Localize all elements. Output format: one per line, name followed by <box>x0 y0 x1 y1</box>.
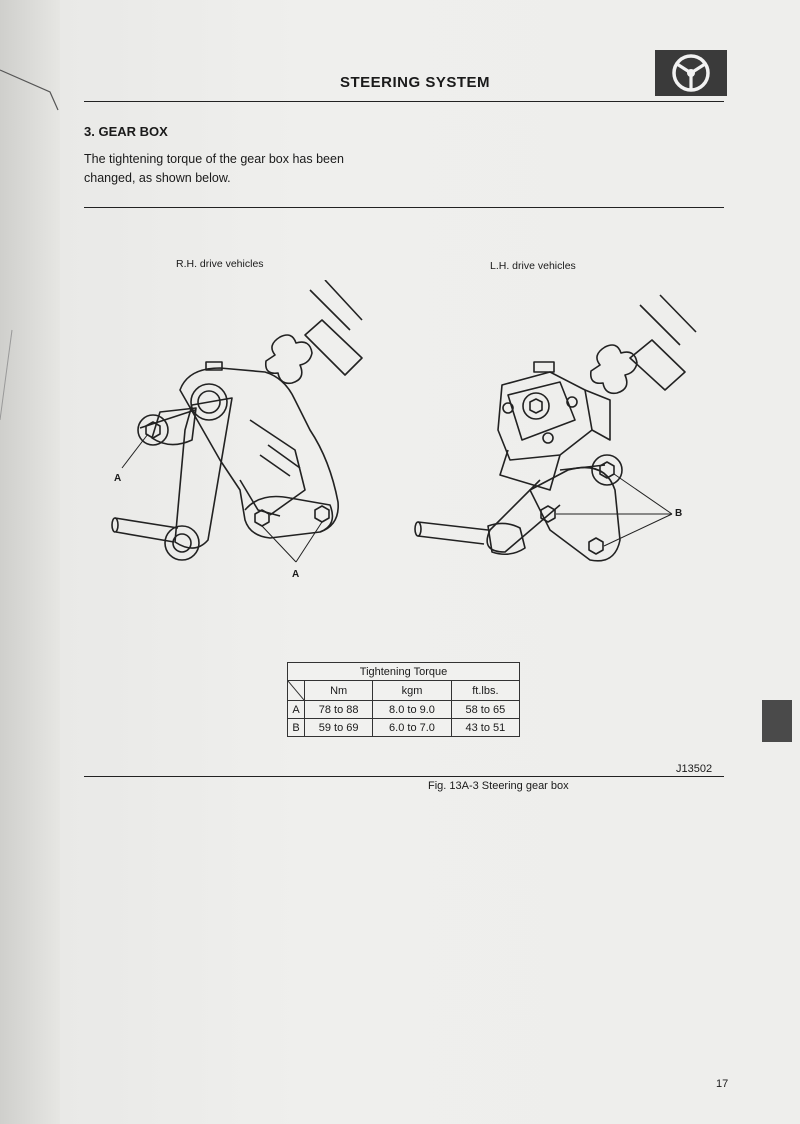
section-rule <box>84 207 724 208</box>
cell-kgm: 8.0 to 9.0 <box>373 701 451 719</box>
column-header-ftlbs: ft.lbs. <box>451 681 519 701</box>
cell-kgm: 6.0 to 7.0 <box>373 719 451 737</box>
header-diagonal-cell <box>288 681 305 701</box>
page-number: 17 <box>716 1078 729 1090</box>
intro-text <box>84 150 384 188</box>
table-title-row <box>288 663 520 681</box>
cell-nm: 59 to 69 <box>305 719 373 737</box>
row-key: B <box>288 719 305 737</box>
figure-rule <box>84 776 724 777</box>
page-title: STEERING SYSTEM <box>339 74 491 91</box>
cell-ftlbs: 58 to 65 <box>451 701 519 719</box>
section-heading: 3. GEAR BOX <box>84 124 168 139</box>
table-title: Tightening Torque <box>288 663 520 681</box>
rh-gearbox-drawing <box>100 280 380 590</box>
intro-line-2: changed, as shown below. <box>84 171 231 185</box>
paper-edge-lines <box>0 0 70 420</box>
label-a-left: A <box>114 473 122 484</box>
label-a-bottom: A <box>292 569 300 580</box>
table-row <box>288 719 520 737</box>
header-rule <box>84 101 724 102</box>
figure-code: J13502 <box>676 763 713 775</box>
label-b: B <box>675 508 683 519</box>
cell-ftlbs: 43 to 51 <box>451 719 519 737</box>
cell-nm: 78 to 88 <box>305 701 373 719</box>
steering-wheel-icon <box>655 50 727 96</box>
row-key: A <box>288 701 305 719</box>
lh-gearbox-drawing <box>410 290 710 590</box>
intro-line-1: The tightening torque of the gear box has been <box>84 152 344 166</box>
torque-table <box>287 662 520 737</box>
column-header-kgm: kgm <box>373 681 451 701</box>
figure-caption: Fig. 13A-3 Steering gear box <box>428 780 569 792</box>
table-header-row <box>288 681 520 701</box>
rh-drive-caption: R.H. drive vehicles <box>176 258 264 270</box>
column-header-nm: Nm <box>305 681 373 701</box>
lh-drive-caption: L.H. drive vehicles <box>490 260 576 272</box>
table-row <box>288 701 520 719</box>
section-tab-marker <box>762 700 792 742</box>
